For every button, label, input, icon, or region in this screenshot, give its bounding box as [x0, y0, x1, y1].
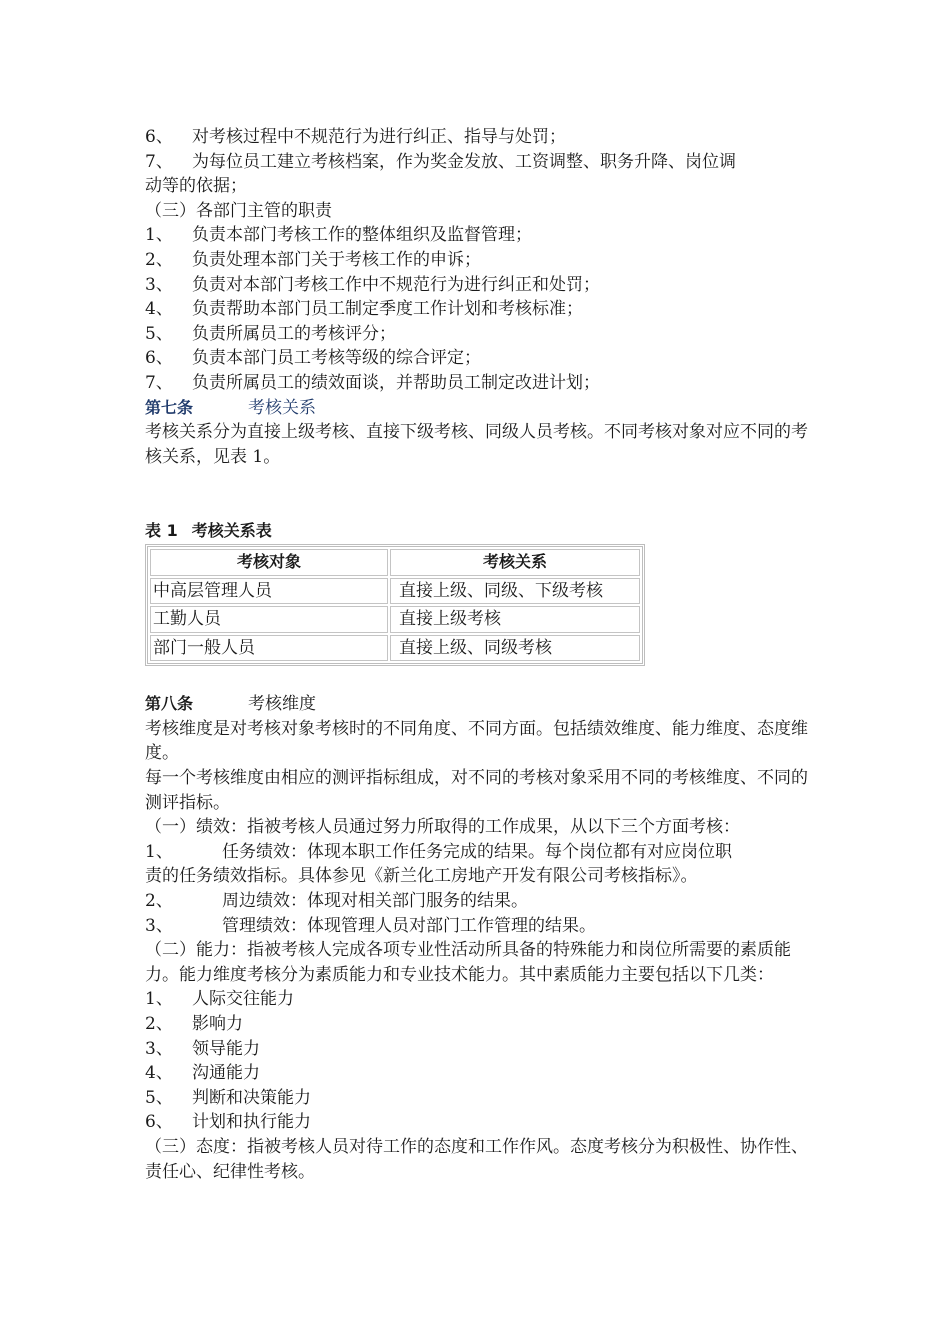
article-title: 考核关系: [248, 397, 316, 418]
table-cell: 直接上级考核: [390, 606, 640, 633]
item-number: 6、: [145, 127, 173, 147]
item-number: 3、: [145, 274, 173, 295]
item-text: 管理绩效：体现管理人员对部门工作管理的结果。: [222, 915, 596, 936]
item-number: 6、: [145, 348, 173, 369]
table-caption-number: 表 1: [145, 521, 178, 541]
item-text: 负责对本部门考核工作中不规范行为进行纠正和处罚；: [192, 274, 600, 295]
item-number: 3、: [145, 1038, 173, 1059]
item-number: 7、: [145, 372, 173, 393]
table-header-row: [150, 549, 640, 576]
list-item: [145, 1086, 810, 1111]
item-number: 4、: [145, 299, 173, 320]
item-number: 6、: [145, 1112, 173, 1133]
document-page: [145, 125, 810, 1184]
table-cell: 中高层管理人员: [150, 578, 388, 605]
item-number: 5、: [145, 1087, 173, 1108]
list-item: [145, 125, 810, 150]
item-number: 7、: [145, 151, 173, 172]
list-item: [145, 914, 810, 939]
paragraph: 考核关系分为直接上级考核、直接下级考核、同级人员考核。不同考核对象对应不同的考核关系，见表 1。: [145, 422, 808, 467]
article-heading: [145, 692, 810, 717]
item-number: 5、: [145, 323, 173, 344]
table-row: [150, 606, 640, 633]
item-text: 沟通能力: [192, 1063, 260, 1084]
table-cell: 直接上级、同级、下级考核: [390, 578, 640, 605]
list-item: [145, 297, 810, 322]
section-heading: （二）能力：指被考核人完成各项专业性活动所具备的特殊能力和岗位所需要的素质能力。能力维度考核分为素质能力和专业技术能力。其中素质能力主要包括以下几类：: [145, 940, 791, 985]
item-text: 负责所属员工的绩效面谈，并帮助员工制定改进计划；: [192, 372, 600, 393]
item-number: 2、: [145, 249, 173, 270]
list-item: [145, 150, 810, 175]
list-item: [145, 273, 810, 298]
item-number: 3、: [145, 915, 173, 936]
item-text: 领导能力: [192, 1038, 260, 1059]
item-text: 任务绩效：体现本职工作任务完成的结果。每个岗位都有对应岗位职: [222, 841, 732, 862]
list-item: [145, 840, 810, 865]
item-number: 1、: [145, 989, 173, 1010]
section-heading: （三）各部门主管的职责: [145, 200, 332, 221]
table-row: [150, 578, 640, 605]
item-number: 4、: [145, 1063, 173, 1084]
paragraph: 每一个考核维度由相应的测评指标组成，对不同的考核对象采用不同的考核维度、不同的测评指标。: [145, 768, 808, 813]
item-text: 负责本部门员工考核等级的综合评定；: [192, 348, 481, 369]
item-continuation: 动等的依据；: [145, 176, 247, 197]
item-text: 负责处理本部门关于考核工作的申诉；: [192, 249, 481, 270]
item-text: 为每位员工建立考核档案，作为奖金发放、工资调整、职务升降、岗位调: [192, 151, 736, 172]
item-number: 1、: [145, 841, 173, 862]
item-text: 周边绩效：体现对相关部门服务的结果。: [222, 891, 528, 912]
item-text: 计划和执行能力: [192, 1112, 311, 1133]
table-caption-title: 考核关系表: [191, 521, 272, 541]
column-header: 考核对象: [150, 549, 388, 576]
list-item: [145, 346, 810, 371]
table-caption: [145, 519, 810, 544]
article-label: 第八条: [145, 694, 194, 714]
list-item: [145, 322, 810, 347]
item-text: 对考核过程中不规范行为进行纠正、指导与处罚；: [192, 127, 566, 147]
item-continuation: 责的任务绩效指标。具体参见《新兰化工房地产开发有限公司考核指标》。: [145, 866, 698, 887]
list-item: [145, 1061, 810, 1086]
column-header: 考核关系: [390, 549, 640, 576]
section-heading: （一）绩效：指被考核人员通过努力所取得的工作成果，从以下三个方面考核：: [145, 817, 740, 838]
article-title: 考核维度: [248, 694, 316, 715]
list-item: [145, 1110, 810, 1135]
item-number: 2、: [145, 891, 173, 912]
item-number: 2、: [145, 1014, 173, 1034]
item-text: 判断和决策能力: [192, 1087, 311, 1108]
item-text: 人际交往能力: [192, 989, 294, 1010]
item-number: 1、: [145, 225, 173, 246]
article-label: 第七条: [145, 397, 194, 417]
item-text: 负责本部门考核工作的整体组织及监督管理；: [192, 225, 532, 246]
table-cell: 直接上级、同级考核: [390, 635, 640, 662]
list-item: [145, 889, 810, 914]
section-heading: （三）态度：指被考核人员对待工作的态度和工作作风。态度考核分为积极性、协作性、责任心、纪律性考核。: [145, 1136, 808, 1182]
relation-table: [145, 544, 645, 666]
item-text: 负责帮助本部门员工制定季度工作计划和考核标准；: [192, 299, 583, 320]
list-item: [145, 223, 810, 248]
list-item: [145, 987, 810, 1012]
table-cell: 工勤人员: [150, 606, 388, 633]
paragraph: 考核维度是对考核对象考核时的不同角度、不同方面。包括绩效维度、能力维度、态度维度。: [145, 718, 808, 764]
table-row: [150, 635, 640, 662]
table-cell: 部门一般人员: [150, 635, 388, 662]
list-item: [145, 371, 810, 396]
list-item: [145, 248, 810, 273]
article-heading: [145, 396, 810, 421]
item-text: 负责所属员工的考核评分；: [192, 323, 396, 344]
item-text: 影响力: [192, 1014, 243, 1034]
list-item: [145, 1012, 810, 1037]
list-item: [145, 1037, 810, 1062]
